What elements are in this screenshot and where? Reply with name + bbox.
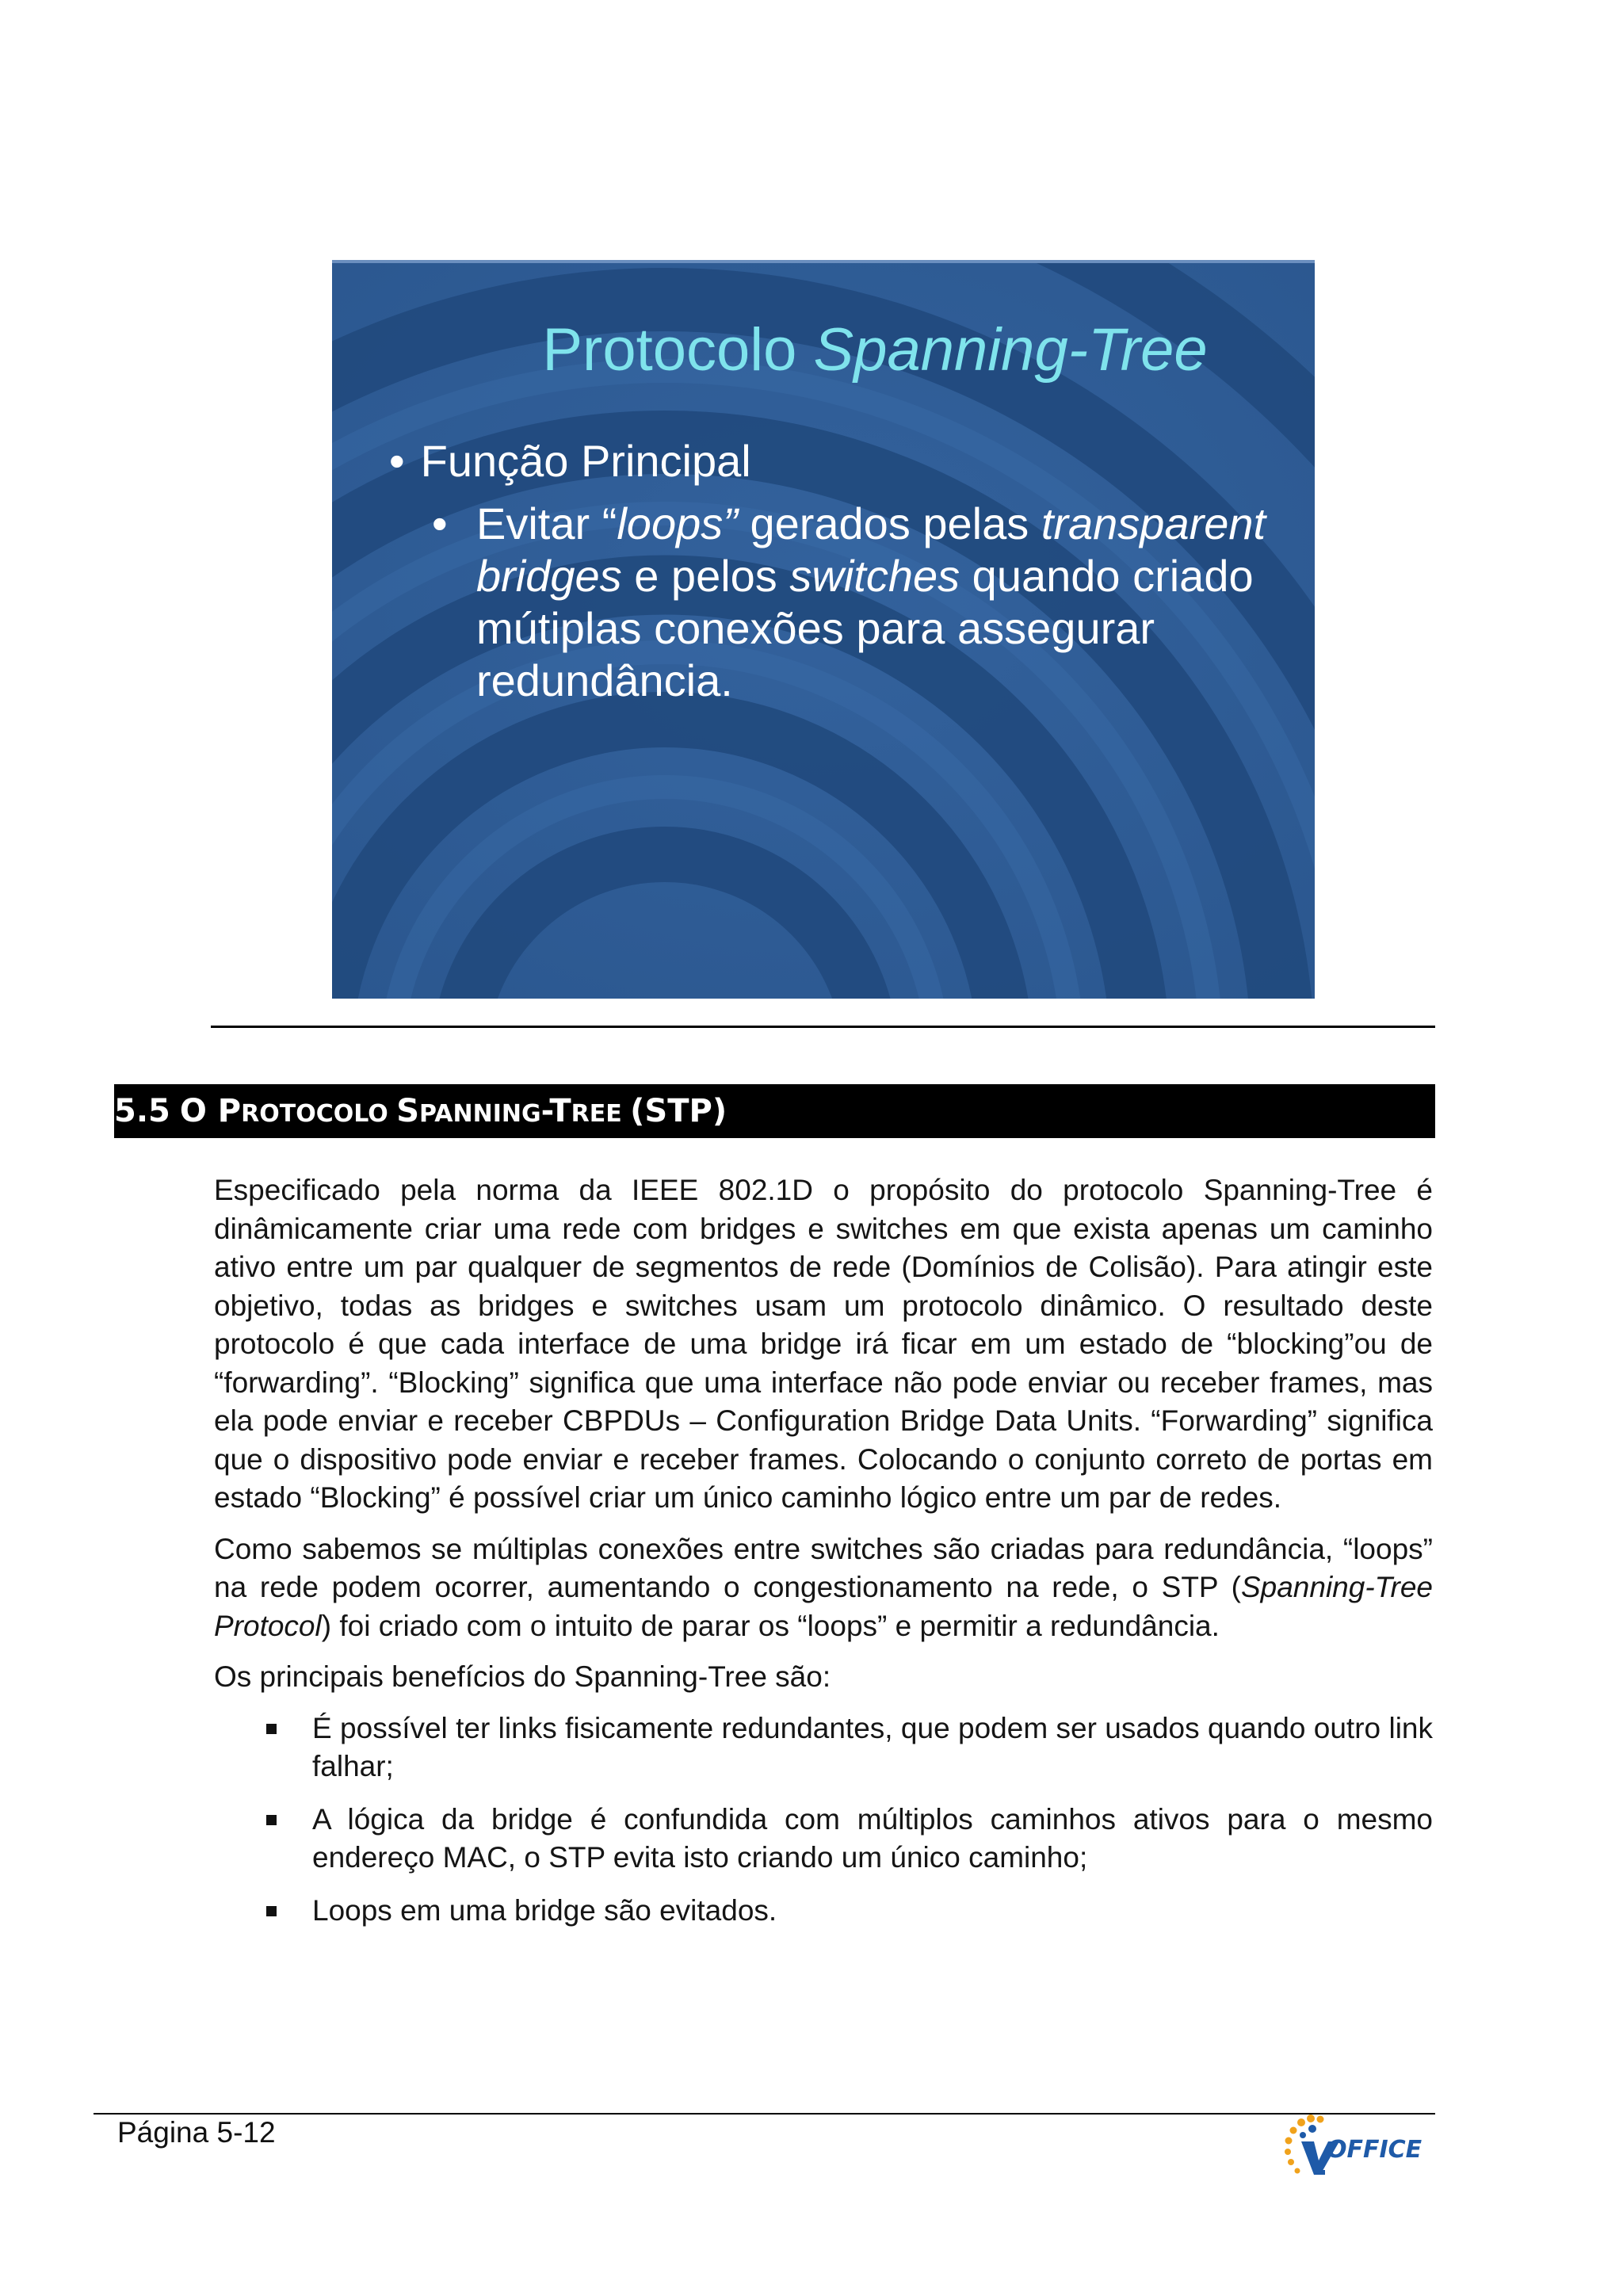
bullet-dot-icon: • (432, 499, 448, 548)
bullet-dot-icon: • (389, 436, 405, 486)
list-item (214, 1892, 1433, 1931)
section-heading (114, 1084, 1435, 1138)
text-line: mútiplas conexões para assegurar (476, 603, 1155, 653)
paragraph-3: Os principais benefícios do Spanning-Tree são: (214, 1660, 831, 1693)
divider-top (211, 1026, 1435, 1028)
text-run-italic: Spanning-Tree Protocol (214, 1571, 1433, 1642)
text-run: e pelos (621, 551, 790, 601)
body-text (214, 1171, 1433, 1944)
text-run-italic: transparent (1041, 499, 1266, 548)
section-title (180, 1093, 727, 1129)
list-item (214, 1710, 1433, 1786)
slide-bullet-main-text: Função Principal (420, 436, 751, 486)
svg-text:OFFICE: OFFICE (1327, 2136, 1423, 2164)
slide-bullet-sub-text (432, 498, 1272, 707)
text-run-italic: switches (789, 551, 960, 601)
heading-run: O (179, 1093, 218, 1129)
text-run: ) foi criado com o intuito de parar os “loops” e permitir a redundância. (321, 1609, 1220, 1642)
square-bullet-icon (266, 1724, 277, 1734)
heading-run: S (396, 1093, 420, 1129)
text-run: Evitar “ (476, 499, 617, 548)
paragraph-2 (214, 1530, 1433, 1646)
page-number: Página 5-12 (117, 2116, 276, 2149)
square-bullet-icon (266, 1906, 277, 1916)
heading-run: ROTOCOLO (241, 1100, 397, 1128)
text-run: Como sabemos se múltiplas conexões entre switches são criadas para redundância, “loops” na rede podem ocorrer, aumentando o congestionamento na rede, o STP ( (214, 1532, 1433, 1603)
benefits-list (214, 1710, 1433, 1931)
list-item-text: A lógica da bridge é confundida com múltiplos caminhos ativos para o mesmo endereço MAC, o STP evita isto criando um único caminho; (312, 1802, 1433, 1874)
paragraph-1: Especificado pela norma da IEEE 802.1D o propósito do protocolo Spanning-Tree é dinâmicamente criar uma rede com bridges e switches em que exista apenas um caminho ativo entre um par qualquer de segmentos de rede (Domínios de Colisão). Para atingir este objetivo, todas as bridges e switches usam um protocolo dinâmico. O resultado deste protocolo é que cada interface de uma bridge irá ficar em um estado de “blocking”ou de “forwarding”. “Blocking” significa que uma interface não pode enviar ou receber frames, mas ela pode enviar e receber CBPDUs – Configuration Bridge Data Units. “Forwarding” significa que o dispositivo pode enviar e receber frames. Colocando o conjunto correto de portas em estado “Blocking” é possível criar um único caminho lógico entre um par de redes. (214, 1174, 1433, 1514)
section-number: 5.5 (114, 1093, 170, 1129)
divider-bottom (94, 2113, 1435, 2115)
v-office-logo-icon (1273, 2111, 1439, 2199)
text-run: quando criado (960, 551, 1254, 601)
heading-run: -T (540, 1093, 571, 1129)
heading-run: PANNING (419, 1100, 541, 1128)
slide-title (332, 317, 1315, 384)
heading-run: REE (571, 1100, 631, 1128)
text-run: gerados pelas (737, 499, 1041, 548)
text-run-italic: loops” (617, 499, 738, 548)
text-run-italic: bridges (476, 551, 622, 601)
list-item (214, 1801, 1433, 1878)
heading-run: P (217, 1093, 242, 1129)
slide-title-italic: Spanning-Tree (813, 316, 1208, 384)
list-item-text: Loops em uma bridge são evitados. (312, 1893, 777, 1927)
slide-bullet-main (389, 436, 751, 487)
text-line: redundância. (476, 655, 733, 705)
square-bullet-icon (266, 1815, 277, 1825)
heading-run: (STP) (630, 1093, 727, 1129)
slide-bullet-sub (432, 498, 1272, 707)
slide-title-plain: Protocolo (542, 316, 814, 384)
list-item-text: É possível ter links fisicamente redundantes, que podem ser usados quando outro link falhar; (312, 1711, 1433, 1782)
slide-image (332, 260, 1315, 999)
